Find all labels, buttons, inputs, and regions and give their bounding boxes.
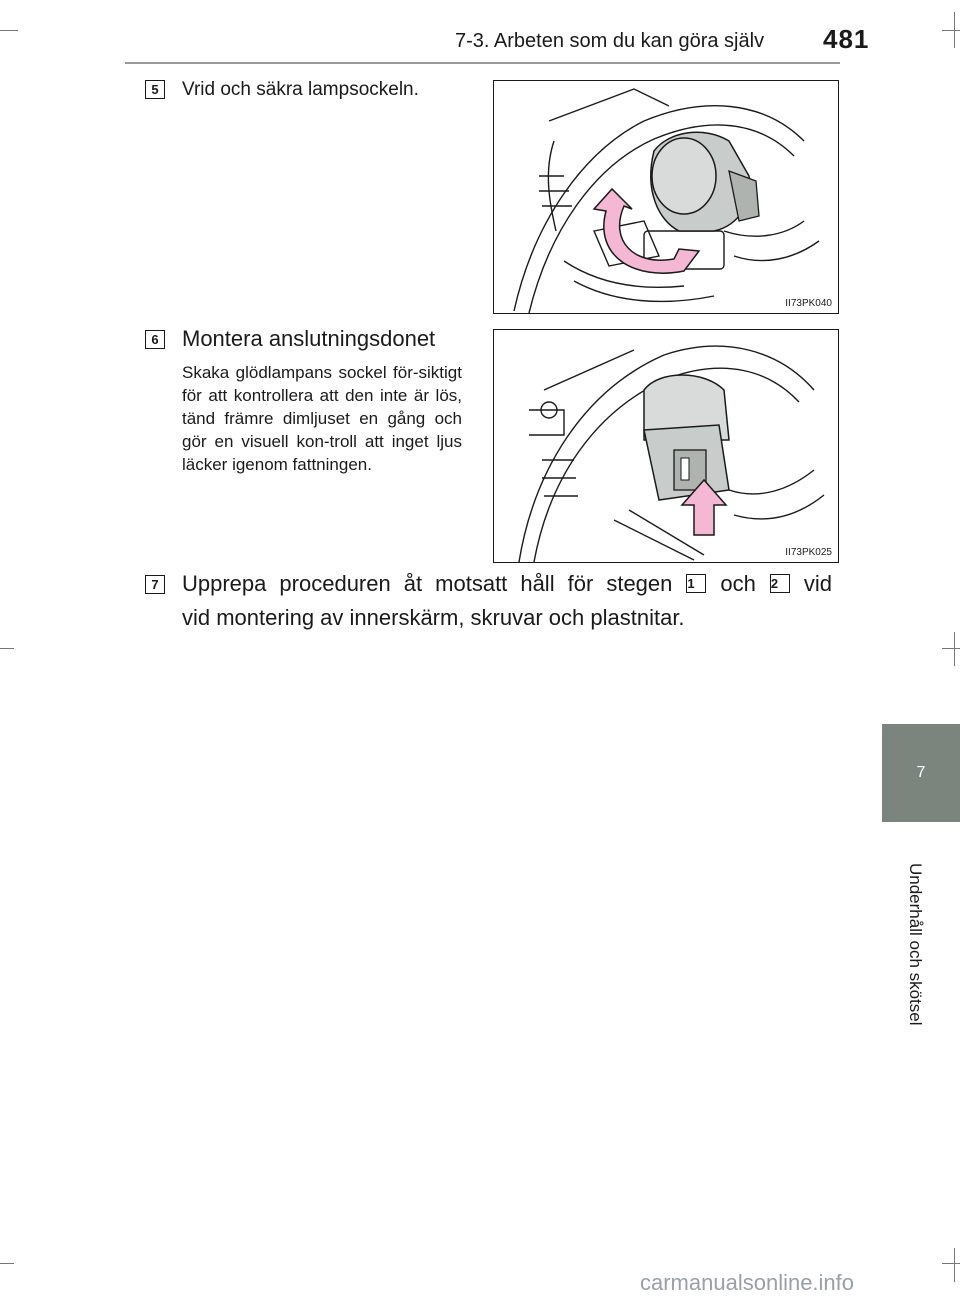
crop-mark xyxy=(954,1248,955,1282)
section-title: 7-3. Arbeten som du kan göra själv xyxy=(455,30,765,52)
step-marker-6: 6 xyxy=(145,330,165,349)
crop-mark xyxy=(942,648,960,649)
crop-mark xyxy=(0,1263,14,1264)
crop-mark xyxy=(954,12,955,48)
crop-mark xyxy=(942,30,960,31)
step-marker-5: 5 xyxy=(145,80,165,99)
step-marker-7: 7 xyxy=(145,575,165,594)
figure-code: II73PK025 xyxy=(785,547,832,558)
step-7-text-middle: och xyxy=(720,571,756,596)
lamp-socket-illustration xyxy=(494,81,839,314)
figure-lamp-socket-turn xyxy=(493,80,839,314)
watermark: carmanualsonline.info xyxy=(640,1270,855,1295)
step-ref-2: 2 xyxy=(770,574,790,593)
step-7-text-before: Upprepa proceduren åt motsatt håll för stegen xyxy=(182,571,673,596)
figure-connector-install xyxy=(493,329,839,563)
connector xyxy=(644,425,729,500)
bulb-socket xyxy=(651,132,759,231)
step-7-text-vid: vid xyxy=(803,571,832,596)
page-number: 481 xyxy=(823,24,870,54)
crop-mark xyxy=(0,648,14,649)
header-rule xyxy=(125,62,840,64)
step-ref-1: 1 xyxy=(686,574,706,593)
step-7-text-line2: vid montering av innerskärm, skruvar och plastnitar. xyxy=(182,605,685,630)
connector-illustration xyxy=(494,330,839,563)
figure-code: II73PK040 xyxy=(785,298,832,309)
crop-mark xyxy=(0,30,18,31)
chapter-number: 7 xyxy=(916,764,926,781)
step-7-text xyxy=(182,567,832,635)
chapter-label: Underhåll och skötsel xyxy=(906,863,925,1026)
crop-mark xyxy=(942,1263,960,1264)
step-5-text: Vrid och säkra lampsockeln. xyxy=(182,79,419,100)
step-6-text: Montera anslutningsdonet xyxy=(182,326,436,351)
crop-mark xyxy=(954,632,955,666)
step-6-note: Skaka glödlampans sockel för-siktigt för att kontrollera att den inte är lös, tänd främre dimljuset en gång och gör en visuell kon-troll att inget ljus läcker igenom fattningen. xyxy=(182,363,462,474)
